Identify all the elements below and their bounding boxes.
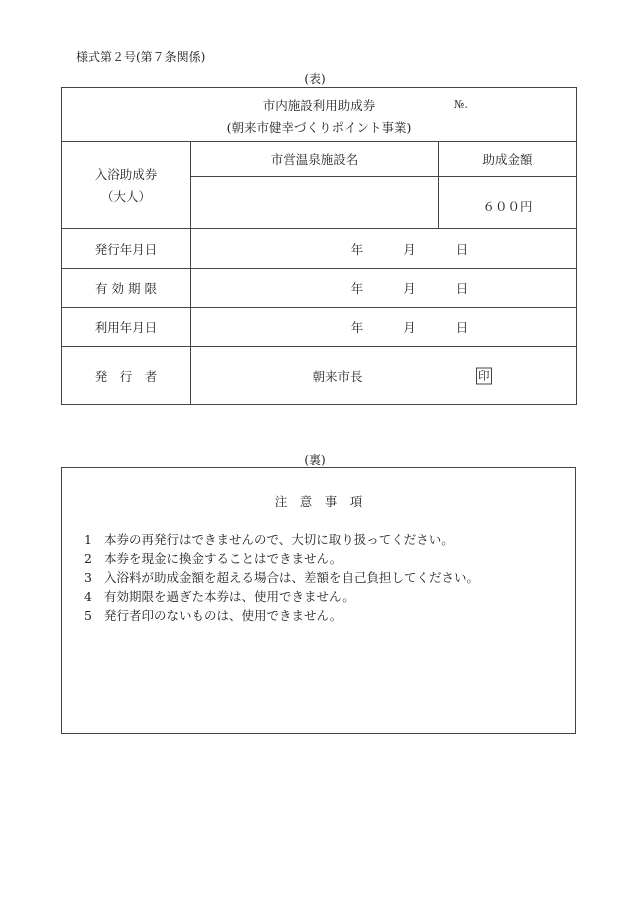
item-text: 発行者印のないものは、使用できません。: [104, 608, 343, 623]
day-unit: 日: [455, 320, 469, 335]
item-number: 2: [84, 551, 92, 566]
month-unit: 月: [403, 281, 416, 296]
issue-date-label: 発行年月日: [62, 229, 191, 269]
ticket-title: 市内施設利用助成券: [262, 97, 376, 113]
list-item: [84, 530, 479, 549]
facility-name-header: 市営温泉施設名: [191, 142, 439, 177]
item-number: 4: [84, 589, 92, 604]
back-side-label: (裏): [304, 453, 326, 467]
use-date-label: 利用年月日: [62, 308, 191, 347]
subsidy-amount-header: 助成金額: [439, 142, 577, 177]
day-unit: 日: [455, 281, 469, 296]
issue-date-value[interactable]: [191, 229, 577, 269]
notes-list: [84, 530, 479, 625]
item-text: 本券を現金に換金することはできません。: [104, 551, 343, 566]
ticket-category: 入浴助成券: [94, 167, 158, 182]
item-number: 1: [84, 532, 92, 547]
issuer-label: 発 行 者: [62, 347, 191, 405]
subsidy-amount-value: ６００円: [439, 177, 577, 229]
seal-mark: 印: [478, 368, 490, 382]
issuer-name: 朝来市長: [312, 368, 363, 384]
expiry-date-label: 有 効 期 限: [62, 269, 191, 308]
front-side-label: (表): [304, 72, 326, 86]
ticket-subtitle: (朝来市健幸づくりポイント事業): [226, 119, 412, 135]
ticket-number-label: №.: [454, 98, 468, 111]
item-text: 有効期限を過ぎた本券は、使用できません。: [104, 589, 355, 604]
list-item: [84, 568, 479, 587]
month-unit: 月: [403, 241, 416, 257]
notes-box: [61, 467, 576, 734]
item-number: 5: [84, 608, 92, 623]
item-text: 本券の再発行はできませんので、大切に取り扱ってください。: [104, 532, 454, 547]
item-number: 3: [84, 570, 92, 585]
item-text: 入浴料が助成金額を超える場合は、差額を自己負担してください。: [104, 570, 480, 585]
issuer-cell: [191, 347, 577, 405]
form-number: 様式第２号(第７条関係): [76, 50, 206, 64]
list-item: [84, 549, 479, 568]
ticket-category-sub: （大人）: [100, 189, 151, 204]
ticket-category-cell: [62, 142, 191, 229]
list-item: [84, 587, 479, 606]
day-unit: 日: [455, 241, 469, 257]
facility-name-value[interactable]: [191, 177, 439, 229]
year-unit: 年: [350, 281, 364, 296]
year-unit: 年: [350, 241, 364, 257]
year-unit: 年: [350, 320, 364, 335]
ticket-title-cell: [62, 88, 577, 142]
list-item: [84, 606, 479, 625]
use-date-value[interactable]: [191, 308, 577, 347]
subsidy-ticket-table: [61, 87, 577, 405]
month-unit: 月: [403, 320, 416, 335]
expiry-date-value[interactable]: [191, 269, 577, 308]
notes-title: 注 意 事 項: [274, 494, 363, 509]
